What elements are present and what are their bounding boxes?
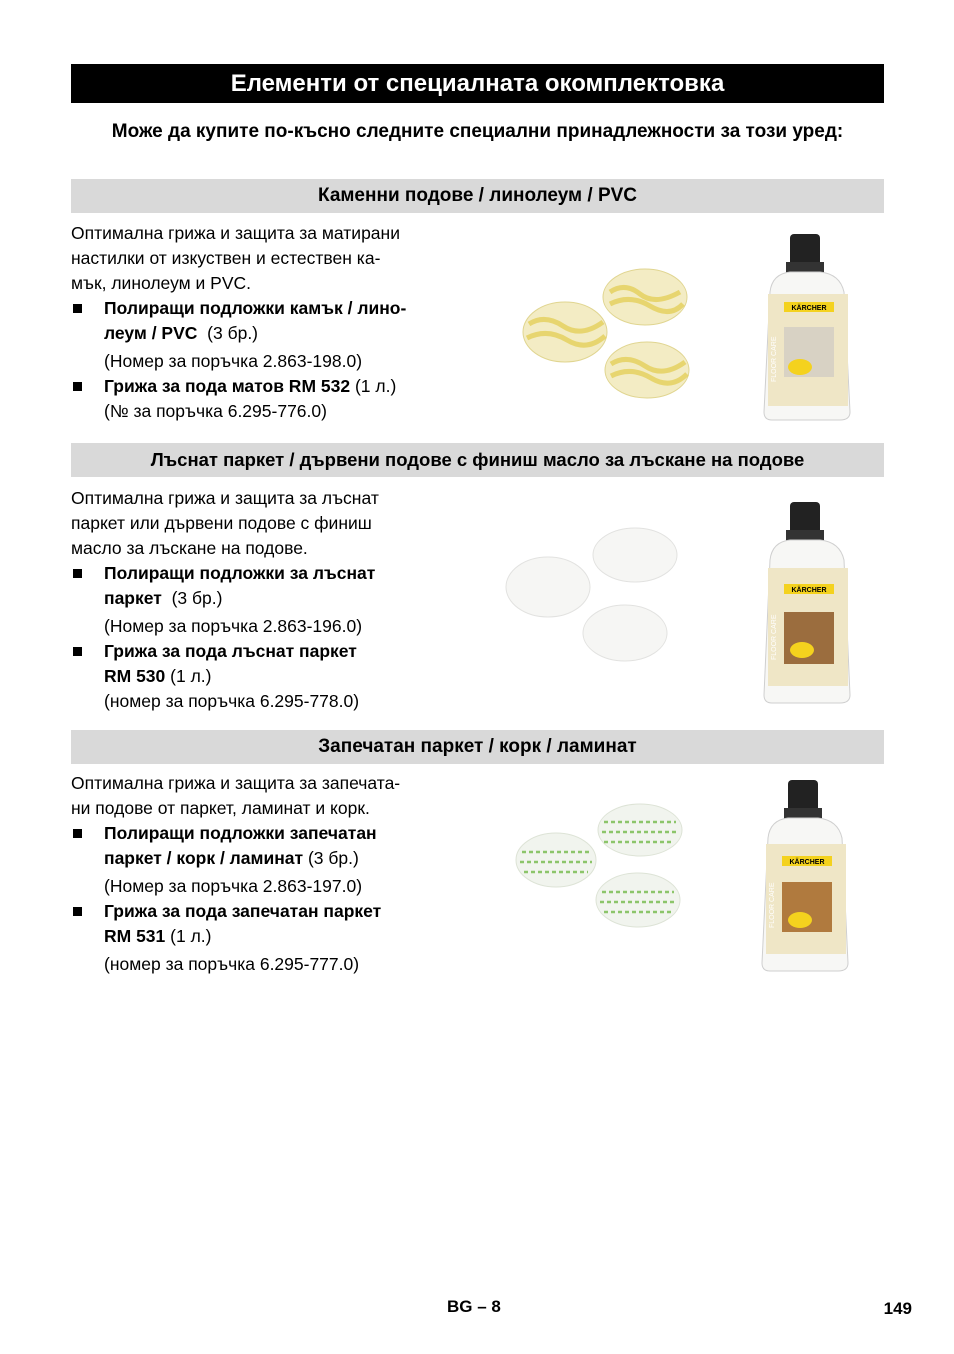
intro-text: Може да купите по-късно следните специални принадлежности за този уред: xyxy=(111,121,844,142)
accessory-item xyxy=(71,639,471,689)
order-number: (Номер за поръчка 2.863-197.0) xyxy=(104,876,363,896)
item-name: леум / PVC xyxy=(104,323,198,343)
section-heading-sealed: Запечатан паркет / корк / ламинат xyxy=(71,730,884,764)
description-line: Оптимална грижа и защита за матирани xyxy=(71,223,400,243)
bottle-side-text: FLOOR CARE xyxy=(771,614,778,660)
bottle-side-text: FLOOR CARE xyxy=(769,882,776,928)
item-qty: (3 бр.) xyxy=(207,323,259,343)
polishing-pad xyxy=(596,873,680,927)
item-name: RM 530 xyxy=(104,666,166,686)
bullet-square-icon xyxy=(73,647,82,656)
item-qty: (1 л.) xyxy=(170,926,212,946)
description-line: Оптимална грижа и защита за лъснат xyxy=(71,488,379,508)
bullet-square-icon xyxy=(73,829,82,838)
order-number: (Номер за поръчка 2.863-196.0) xyxy=(104,616,363,636)
accessory-item xyxy=(71,899,471,949)
bottle-brand-text: KÄRCHER xyxy=(791,305,827,312)
polishing-pads-image xyxy=(512,800,692,935)
accessory-item xyxy=(71,374,471,399)
item-name: паркет xyxy=(104,588,162,608)
item-name: Грижа за пода лъснат паркет xyxy=(104,641,357,661)
item-qty: (1 л.) xyxy=(170,666,212,686)
polishing-pad xyxy=(605,342,689,398)
description xyxy=(71,221,471,296)
item-qty: (1 л.) xyxy=(354,376,397,396)
polishing-pad xyxy=(603,269,687,325)
polishing-pad xyxy=(598,804,682,856)
section-text-stone xyxy=(71,221,471,424)
description xyxy=(71,486,471,561)
item-name: Полиращи подложки камък / лино- xyxy=(104,298,407,318)
accessory-item xyxy=(71,561,471,611)
bullet-square-icon xyxy=(73,304,82,313)
bullet-square-icon xyxy=(73,907,82,916)
item-name: Грижа за пода запечатан паркет xyxy=(104,901,382,921)
care-bottle-image xyxy=(760,232,860,422)
section-heading-parquet: Лъснат паркет / дървени подове с финиш масло за лъскане на подове xyxy=(71,443,884,477)
bullet-square-icon xyxy=(73,569,82,578)
section-text-parquet xyxy=(71,486,471,714)
item-qty: (3 бр.) xyxy=(171,588,223,608)
description-line: масло за лъскане на подове. xyxy=(71,538,308,558)
polishing-pad xyxy=(593,528,677,582)
description-line: настилки от изкуствен и естествен ка- xyxy=(71,248,381,268)
polishing-pad xyxy=(516,833,596,887)
order-number: (Номер за поръчка 2.863-198.0) xyxy=(104,351,363,371)
description xyxy=(71,771,471,821)
polishing-pad xyxy=(523,302,607,362)
polishing-pads-image xyxy=(515,262,725,402)
accessory-item xyxy=(71,296,471,346)
bullet-square-icon xyxy=(73,382,82,391)
item-name: Полиращи подложки за лъснат xyxy=(104,563,376,583)
bottle-brand-text: KÄRCHER xyxy=(791,587,827,594)
page-number: 149 xyxy=(883,1299,912,1318)
description-line: ни подове от паркет, ламинат и корк. xyxy=(71,798,370,818)
item-name: Полиращи подложки запечатан xyxy=(104,823,377,843)
order-number: (номер за поръчка 6.295-777.0) xyxy=(104,954,360,974)
page-title: Елементи от специалната окомплектовка xyxy=(71,64,884,103)
polishing-pad xyxy=(506,557,590,617)
item-qty: (3 бр.) xyxy=(307,848,359,868)
description-line: паркет или дървени подове с финиш xyxy=(71,513,372,533)
footer-language-code: BG – 8 xyxy=(447,1297,501,1316)
polishing-pad xyxy=(583,605,667,661)
care-bottle-image xyxy=(760,500,860,705)
section-heading-stone: Каменни подове / линолеум / PVC xyxy=(71,179,884,213)
item-name: RM 531 xyxy=(104,926,166,946)
item-name: паркет / корк / ламинат xyxy=(104,848,304,868)
description-line: мък, линолеум и PVC. xyxy=(71,273,252,293)
care-bottle-image xyxy=(758,778,858,973)
bottle-side-text: FLOOR CARE xyxy=(771,336,778,382)
bottle-brand-text: KÄRCHER xyxy=(789,859,825,866)
order-number: (№ за поръчка 6.295-776.0) xyxy=(104,401,327,421)
accessory-item xyxy=(71,821,471,871)
polishing-pads-image xyxy=(500,525,685,665)
description-line: Оптимална грижа и защита за запечата- xyxy=(71,773,401,793)
item-name: Грижа за пода матов RM 532 xyxy=(104,376,351,396)
section-text-sealed xyxy=(71,771,471,977)
order-number: (номер за поръчка 6.295-778.0) xyxy=(104,691,360,711)
